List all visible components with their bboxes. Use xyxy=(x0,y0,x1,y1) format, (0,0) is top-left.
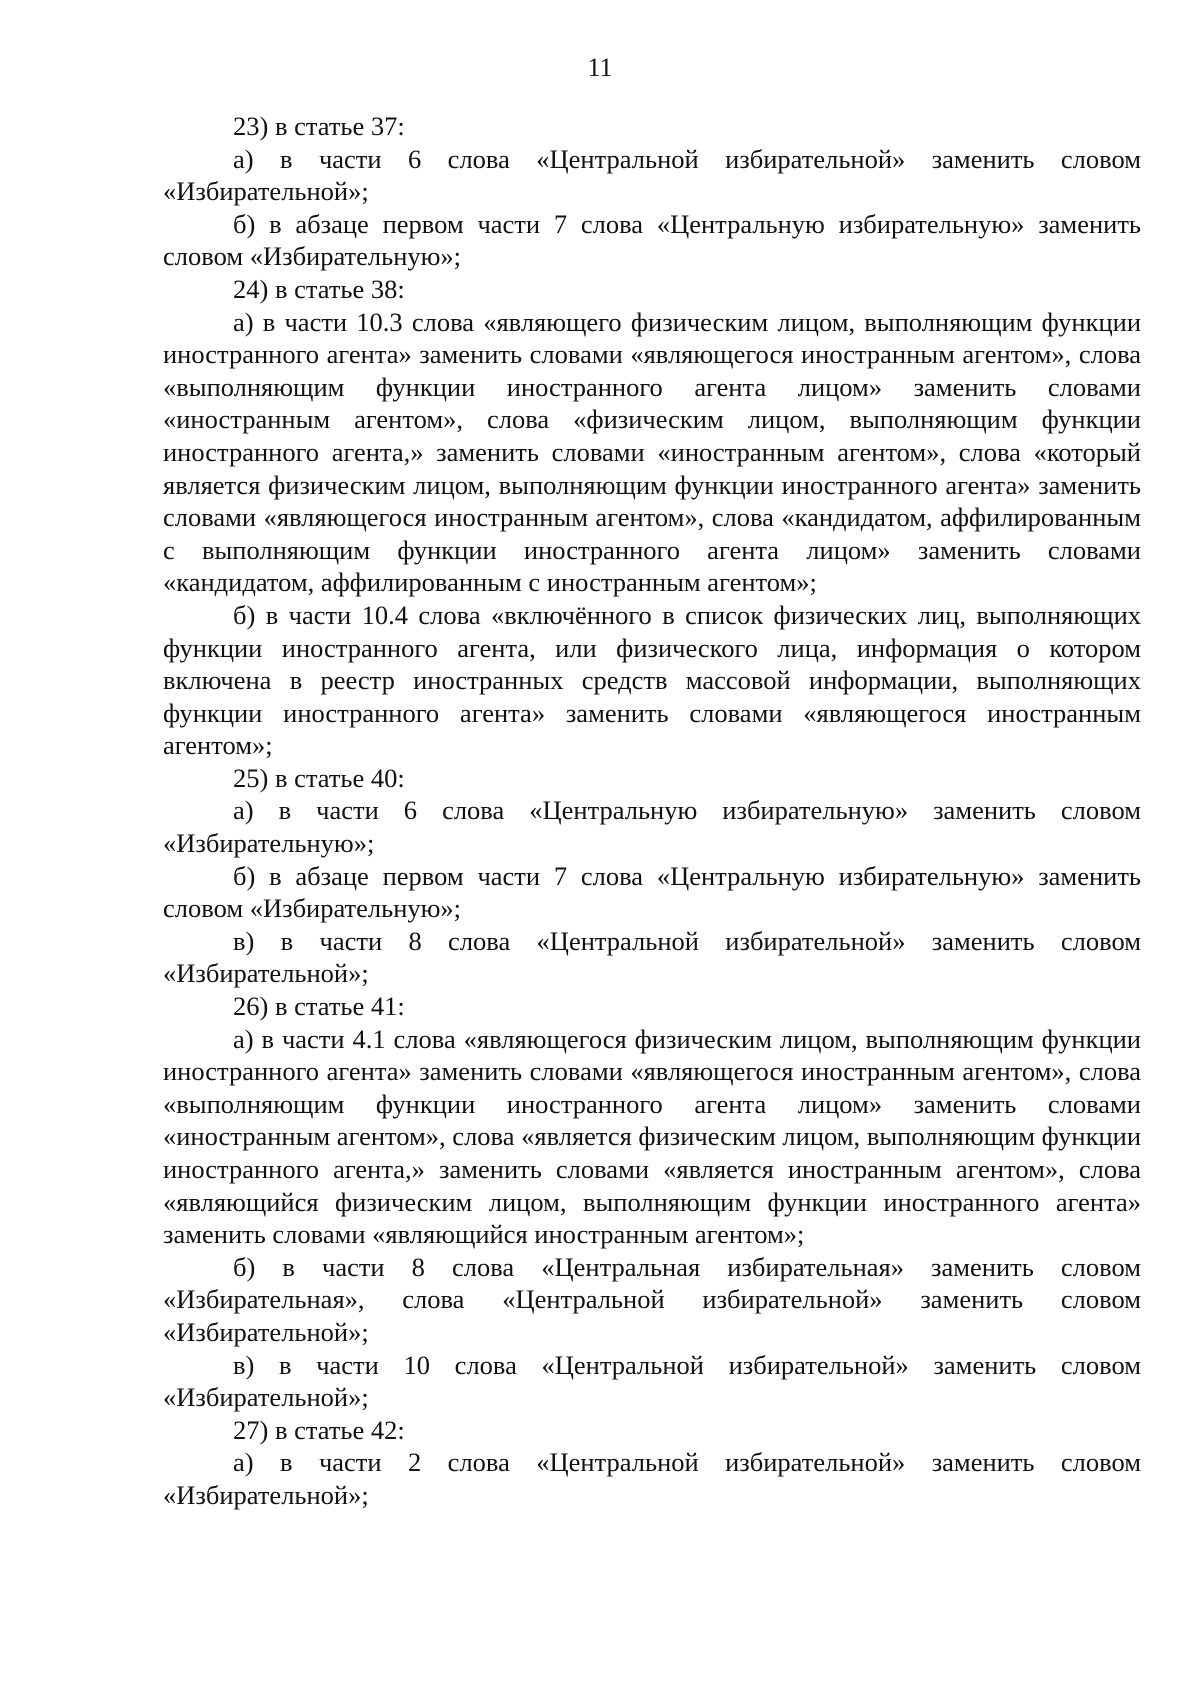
item-23-heading: 23) в статье 37: xyxy=(233,111,405,141)
item-27-heading: 27) в статье 42: xyxy=(233,1414,405,1445)
item-26-heading: 26) в статье 41: xyxy=(233,991,405,1022)
item-25-heading: 25) в статье 40: xyxy=(233,762,405,793)
item-26-b: б) в части 8 слова «Центральная избирательная» заменить словом «Избирательная», слова «Центральной избирательной» заменить словом «Избирательной»; xyxy=(163,1251,1141,1347)
item-25-b: б) в абзаце первом части 7 слова «Центральную избирательную» заменить словом «Избирательную»; xyxy=(163,860,1141,924)
item-23-a: а) в части 6 слова «Центральной избирательной» заменить словом «Избирательной»; xyxy=(163,143,1141,207)
document-body xyxy=(163,110,1141,1512)
item-23-b: б) в абзаце первом части 7 слова «Центральную избирательную» заменить словом «Избирательную»; xyxy=(163,208,1141,272)
item-26-c: в) в части 10 слова «Центральной избирательной» заменить словом «Избирательной»; xyxy=(163,1349,1141,1413)
item-27-a: а) в части 2 слова «Центральной избирательной» заменить словом «Избирательной»; xyxy=(163,1447,1141,1510)
item-24-heading: 24) в статье 38: xyxy=(233,273,405,304)
item-26-a: а) в части 4.1 слова «являющегося физическим лицом, выполняющим функции иностранного агента» заменить словами «являющегося иностранным агентом», слова «выполняющим функции иностранного агента лицом» заменить словами «иностранным агентом», слова «является физическим лицом, выполняющим функции иностранного агента,» заменить словами «является иностранным агентом», слова «являющийся физическим лицом, выполняющим функции иностранного агента» заменить словами «являющийся иностранным агентом»; xyxy=(163,1023,1141,1250)
page-number: 11 xyxy=(587,53,613,82)
item-25-c: в) в части 8 слова «Центральной избирательной» заменить словом «Избирательной»; xyxy=(163,925,1141,989)
item-25-a: а) в части 6 слова «Центральную избирательную» заменить словом «Избирательную»; xyxy=(163,795,1141,859)
item-24-a: а) в части 10.3 слова «являющего физическим лицом, выполняющим функции иностранного агента» заменить словами «являющегося иностранным агентом», слова «выполняющим функции иностранного агента лицом» заменить словами «иностранным агентом», слова «физическим лицом, выполняющим функции иностранного агента,» заменить словами «иностранным агентом», слова «который является физическим лицом, выполняющим функции иностранного агента» заменить словами «являющегося иностранным агентом», слова «кандидатом, аффилированным с выполняющим функции иностранного агента лицом» заменить словами «кандидатом, аффилированным с иностранным агентом»; xyxy=(163,306,1141,598)
item-24-b: б) в части 10.4 слова «включённого в список физических лиц, выполняющих функции иностранного агента, или физического лица, информация о котором включена в реестр иностранных средств массовой информации, выполняющих функции иностранного агента» заменить словами «являющегося иностранным агентом»; xyxy=(163,599,1141,761)
